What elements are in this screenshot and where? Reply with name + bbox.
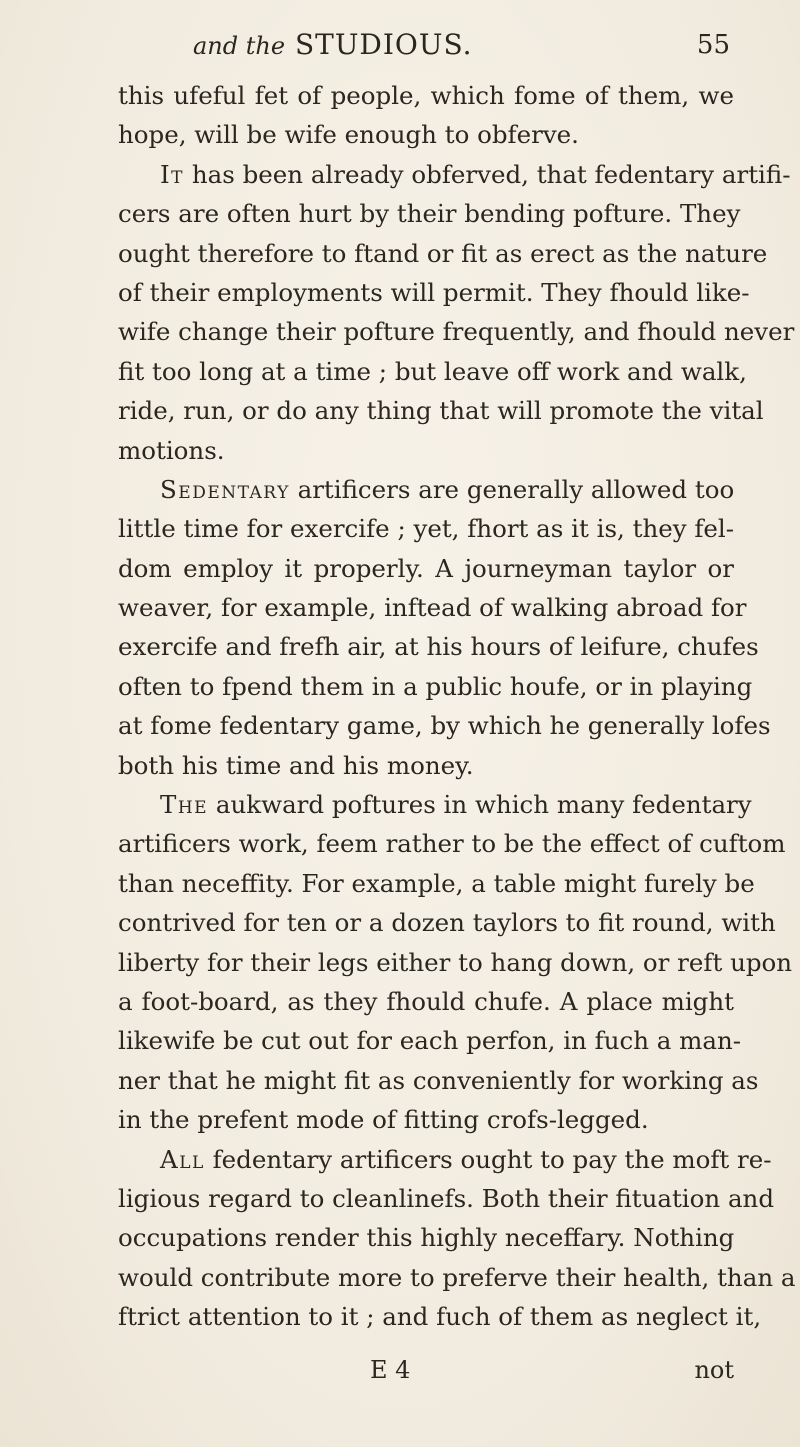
text-line: fit too long at a time ; but leave off work and walk, — [118, 356, 747, 386]
text-line: than neceffity. For example, a table might furely be — [118, 868, 755, 898]
text-line: in the prefent mode of fitting crofs-legged. — [118, 1105, 649, 1135]
text-line: contrived for ten or a dozen taylors to fit round, with — [118, 908, 776, 938]
text-line: would contribute more to preferve their health, than a — [118, 1262, 796, 1292]
text-line: often to fpend them in a public houfe, or in playing — [118, 671, 753, 701]
text-line: ner that he might fit as conveniently for working as — [118, 1065, 759, 1095]
text-line: dom employ it properly. A journeyman taylor or — [118, 553, 734, 583]
body-text — [118, 76, 796, 1337]
text-run: has been already obferved, that fedentary artifi- — [184, 159, 791, 189]
text-line: this ufeful fet of people, which fome of them, we — [118, 81, 734, 110]
page-footer — [118, 1356, 734, 1396]
text-line: ride, run, or do any thing that will promote the vital — [118, 396, 764, 426]
text-line: at fome fedentary game, by which he generally lofes — [118, 711, 771, 741]
text-line: ftrict attention to it ; and fuch of them as neglect it, — [118, 1302, 762, 1332]
text-line: occupations render this highly neceffary. Nothing — [118, 1223, 735, 1253]
text-line: exercife and frefh air, at his hours of leifure, chufes — [118, 632, 759, 662]
text-line: cers are often hurt by their bending pofture. They — [118, 199, 741, 229]
text-line — [118, 470, 734, 509]
text-line: artificers work, feem rather to be the effect of cuftom — [118, 829, 786, 859]
paragraph-lead: It — [160, 159, 185, 189]
text-run: fedentary artificers ought to pay the moft re- — [204, 1144, 772, 1174]
running-title-prefix: and the — [193, 32, 286, 60]
paragraph-lead: All — [160, 1144, 205, 1174]
text-line — [118, 155, 791, 194]
text-run: artificers are generally allowed too — [289, 474, 735, 504]
running-title-main: STUDIOUS. — [294, 28, 473, 61]
text-line: wife change their pofture frequently, and fhould never — [118, 317, 795, 347]
text-line — [118, 1140, 772, 1179]
text-line: a foot-board, as they fhould chufe. A place might — [118, 986, 734, 1016]
running-header — [118, 22, 730, 62]
text-line: likewife be cut out for each perfon, in fuch a man- — [118, 1026, 742, 1056]
page-number: 55 — [696, 30, 730, 60]
text-line: liberty for their legs either to hang down, or reft upon — [118, 947, 793, 977]
catchword: not — [694, 1356, 734, 1384]
running-title — [193, 28, 473, 61]
text-line: hope, will be wife enough to obferve. — [118, 120, 579, 150]
signature-mark: E 4 — [370, 1356, 411, 1384]
text-line: both his time and his money. — [118, 750, 474, 780]
paragraph-lead: The — [160, 790, 209, 820]
text-line: motions. — [118, 435, 225, 465]
paragraph-lead: Sedentary — [160, 474, 290, 504]
text-run: aukward poftures in which many fedentary — [208, 790, 752, 820]
text-line: ought therefore to ftand or fit as erect as the nature — [118, 238, 768, 268]
text-line — [118, 785, 752, 824]
text-line: little time for exercife ; yet, fhort as it is, they fel- — [118, 514, 735, 544]
text-line: of their employments will permit. They fhould like- — [118, 277, 750, 307]
text-line: weaver, for example, inftead of walking abroad for — [118, 593, 747, 623]
text-line: ligious regard to cleanlinefs. Both their fituation and — [118, 1183, 775, 1213]
